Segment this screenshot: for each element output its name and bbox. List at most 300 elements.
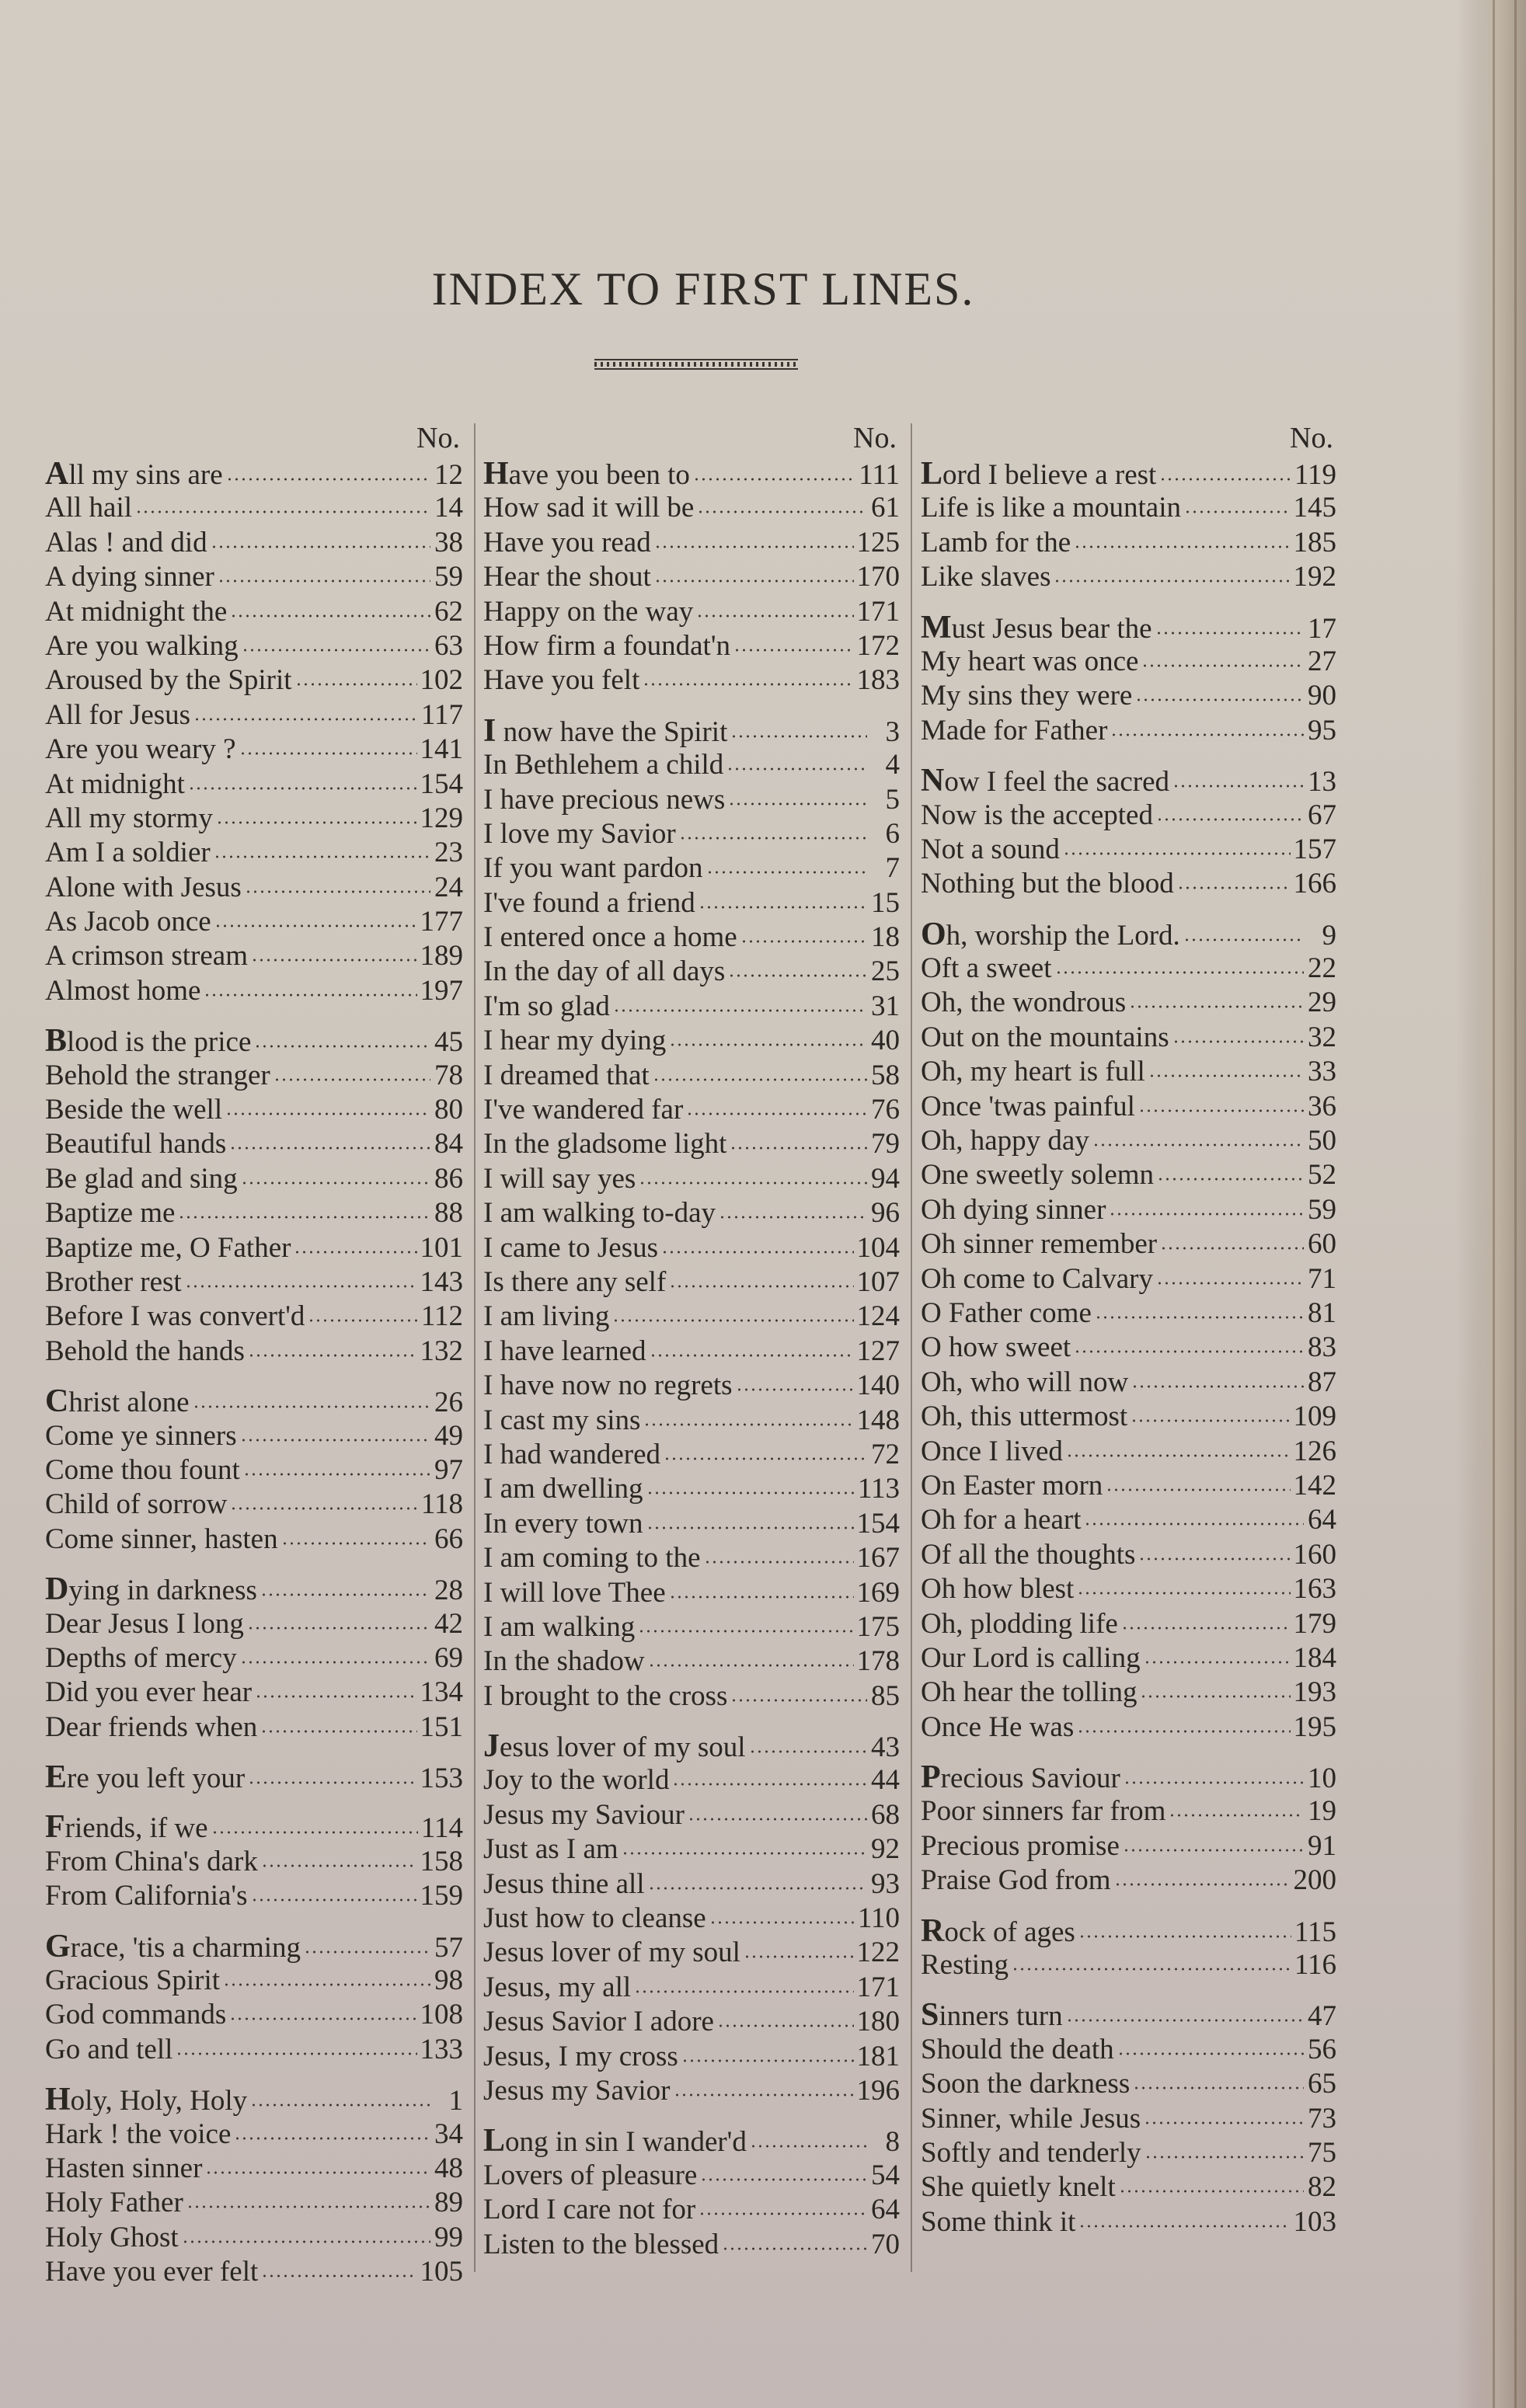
- first-line-text: Have you felt: [483, 664, 640, 697]
- first-line-text: Child of sorrow: [45, 1488, 228, 1521]
- first-line-text: Alas ! and did: [45, 526, 207, 559]
- hymn-number: 56: [1308, 2033, 1336, 2065]
- index-column-3: [921, 419, 1336, 2239]
- dot-leader: [234, 2135, 430, 2142]
- index-entry: [45, 595, 463, 629]
- index-entry: [921, 2170, 1336, 2204]
- letter-section: [45, 2083, 463, 2289]
- first-line-text: Joy to the world: [483, 1764, 670, 1797]
- dot-leader: [1084, 1521, 1304, 1527]
- index-entry: [45, 1384, 463, 1418]
- index-entry: [483, 1059, 900, 1093]
- index-entry: [483, 2005, 900, 2039]
- first-line-text: Our Lord is calling: [921, 1641, 1141, 1674]
- dot-leader: [1131, 1418, 1290, 1424]
- index-entry: [45, 1093, 463, 1127]
- dot-leader: [749, 1749, 867, 1755]
- first-line-text: Beside the well: [45, 1094, 223, 1126]
- dot-leader: [700, 2177, 867, 2183]
- index-entry: [921, 1503, 1336, 1537]
- hymn-number: 129: [420, 802, 463, 834]
- first-line-text: Hark ! the voice: [45, 2117, 232, 2150]
- hymn-number: 6: [885, 817, 900, 850]
- dot-leader: [242, 647, 430, 653]
- index-entry: [921, 1607, 1336, 1641]
- first-line-text: Out on the mountains: [921, 1021, 1169, 1053]
- dot-leader: [669, 1594, 854, 1600]
- section-gap: [45, 1914, 463, 1930]
- first-line-text: Jesus thine all: [483, 1867, 645, 1900]
- first-line-text: Come thou fount: [45, 1453, 240, 1486]
- dot-leader: [176, 2051, 416, 2057]
- index-entry: [921, 560, 1336, 594]
- hymn-number: 78: [434, 1059, 463, 1091]
- index-entry: [483, 1196, 900, 1230]
- hymn-number: 178: [856, 1645, 900, 1678]
- first-line-text: Oft a sweet: [921, 952, 1052, 985]
- hymn-number: 15: [871, 886, 900, 919]
- dot-leader: [693, 476, 855, 482]
- dot-leader: [1177, 885, 1291, 891]
- hymn-number: 49: [434, 1419, 463, 1452]
- dot-leader: [273, 1077, 430, 1083]
- dot-leader: [243, 1471, 430, 1477]
- dot-leader: [225, 1111, 430, 1117]
- hymn-number: 81: [1308, 1296, 1336, 1329]
- letter-section: [483, 714, 900, 1714]
- dot-leader: [648, 1662, 854, 1669]
- dot-leader: [1138, 1556, 1290, 1562]
- hymn-number: 154: [420, 767, 463, 800]
- index-entry: [45, 905, 463, 939]
- dot-leader: [248, 1780, 416, 1786]
- hymn-number: 59: [1308, 1193, 1336, 1226]
- dot-leader: [634, 1989, 853, 1995]
- index-entry: [921, 714, 1336, 748]
- hymn-number: 114: [420, 1812, 463, 1845]
- first-line-text: Oh, happy day: [921, 1125, 1089, 1157]
- dot-leader: [223, 1982, 430, 1988]
- dot-leader: [1066, 1453, 1291, 1459]
- dot-leader: [728, 801, 867, 807]
- index-entry: [483, 663, 900, 698]
- index-entry: [921, 1948, 1336, 1982]
- index-entry: [45, 1162, 463, 1196]
- hymn-number: 154: [856, 1507, 900, 1540]
- first-line-text: Hasten sinner: [45, 2152, 203, 2184]
- index-entry: [483, 817, 900, 851]
- dot-leader: [229, 2016, 416, 2022]
- hymn-number: 70: [871, 2228, 900, 2260]
- hymn-number: 60: [1308, 1228, 1336, 1261]
- first-line-text: A crimson stream: [45, 940, 249, 973]
- index-entry: [921, 867, 1336, 901]
- first-line-text: Almost home: [45, 974, 201, 1007]
- hymn-number: 98: [434, 1964, 463, 1997]
- first-line-text: I've found a friend: [483, 886, 695, 919]
- hymn-number: 116: [1294, 1949, 1336, 1982]
- index-entry: [483, 1472, 900, 1506]
- hymn-number: 180: [856, 2006, 900, 2038]
- hymn-number: 141: [420, 733, 463, 766]
- index-entry: [45, 629, 463, 663]
- index-entry: [921, 457, 1336, 491]
- first-line-text: My sins they were: [921, 680, 1133, 712]
- index-entry: [483, 1507, 900, 1541]
- dot-leader: [722, 2246, 867, 2252]
- dot-leader: [688, 1816, 867, 1822]
- index-entry: [45, 1879, 463, 1913]
- dot-leader: [679, 835, 867, 841]
- hymn-number: 4: [885, 749, 900, 781]
- index-entry: [921, 679, 1336, 713]
- dot-leader: [643, 681, 853, 687]
- hymn-number: 127: [856, 1334, 900, 1367]
- hymn-number: 17: [1308, 612, 1336, 645]
- hymn-number: 91: [1308, 1829, 1336, 1862]
- first-line-text: Oh for a heart: [921, 1504, 1082, 1536]
- index-entry: [483, 560, 900, 594]
- hymn-number: 44: [871, 1764, 900, 1797]
- first-line-text: Once 'twas painful: [921, 1090, 1135, 1122]
- hymn-number: 47: [1308, 2000, 1336, 2033]
- dot-leader: [740, 938, 867, 945]
- first-line-text: Poor sinners far from: [921, 1795, 1166, 1828]
- index-entry: [483, 1936, 900, 1970]
- dot-leader: [185, 1283, 417, 1289]
- dot-leader: [261, 2273, 416, 2279]
- first-line-text: I have precious news: [483, 783, 726, 816]
- index-entry: [45, 802, 463, 836]
- hymn-number: 73: [1308, 2102, 1336, 2135]
- dot-leader: [674, 2092, 854, 2098]
- first-line-text: Jesus lover of my soul: [483, 1728, 746, 1765]
- dot-leader: [186, 2204, 430, 2210]
- index-entry: [483, 491, 900, 525]
- dot-leader: [730, 1697, 867, 1703]
- index-entry: [921, 1794, 1336, 1829]
- index-entry: [483, 1729, 900, 1763]
- dot-leader: [1110, 732, 1304, 738]
- dot-leader: [230, 613, 430, 619]
- dot-leader: [1074, 544, 1290, 550]
- dot-leader: [308, 1317, 417, 1324]
- hymn-number: 189: [420, 940, 463, 973]
- hymn-number: 69: [434, 1641, 463, 1674]
- hymn-number: 64: [871, 2194, 900, 2226]
- dot-leader: [730, 733, 867, 739]
- hymn-number: 133: [420, 2033, 463, 2065]
- dot-leader: [1172, 1039, 1304, 1045]
- hymn-number: 95: [1308, 714, 1336, 746]
- dot-leader: [648, 1885, 867, 1891]
- dot-leader: [699, 2211, 867, 2217]
- index-entry: [483, 1300, 900, 1334]
- dot-leader: [650, 1352, 854, 1359]
- hymn-number: 132: [420, 1334, 463, 1367]
- index-entry: [483, 526, 900, 560]
- index-entry: [483, 955, 900, 989]
- first-line-text: Am I a soldier: [45, 837, 211, 869]
- first-line-text: I am walking to-day: [483, 1197, 716, 1230]
- first-line-text: My heart was once: [921, 645, 1139, 677]
- section-gap: [45, 1369, 463, 1384]
- dot-leader: [295, 681, 417, 687]
- section-gap: [483, 698, 900, 714]
- index-entry: [45, 2117, 463, 2152]
- index-entry: [45, 560, 463, 594]
- dot-leader: [1095, 1314, 1304, 1321]
- dot-leader: [1133, 2085, 1304, 2091]
- column-divider: [474, 423, 476, 2272]
- dot-leader: [669, 1283, 853, 1289]
- index-entry: [483, 1971, 900, 2005]
- index-entry: [921, 986, 1336, 1020]
- hymn-number: 76: [871, 1094, 900, 1126]
- dot-leader: [1106, 1487, 1290, 1493]
- index-entry: [45, 1265, 463, 1300]
- dot-leader: [1129, 1004, 1304, 1010]
- first-line-text: Sinner, while Jesus: [921, 2102, 1141, 2135]
- dot-leader: [1092, 1142, 1304, 1148]
- first-line-text: How sad it will be: [483, 492, 695, 524]
- first-line-text: Jesus my Saviour: [483, 1798, 685, 1831]
- dot-leader: [728, 973, 867, 979]
- hymn-number: 151: [420, 1710, 463, 1743]
- first-line-text: Jesus my Savior: [483, 2074, 671, 2107]
- hymn-number: 66: [434, 1522, 463, 1555]
- dot-leader: [669, 1042, 867, 1048]
- first-line-text: In every town: [483, 1507, 643, 1540]
- hymn-number: 83: [1308, 1331, 1336, 1364]
- hymn-number: 61: [871, 492, 900, 524]
- hymn-number: 72: [871, 1438, 900, 1470]
- index-entry: [483, 2228, 900, 2262]
- hymn-number: 159: [420, 1880, 463, 1912]
- hymn-number: 24: [434, 871, 463, 903]
- hymn-number: 166: [1293, 868, 1336, 900]
- index-entry: [921, 1829, 1336, 1863]
- hymn-number: 22: [1308, 952, 1336, 985]
- first-line-text: At midnight: [45, 767, 185, 800]
- first-line-text: Oh hear the tolling: [921, 1676, 1138, 1709]
- index-entry: [45, 1810, 463, 1844]
- index-entry: [921, 1158, 1336, 1192]
- section-gap: [921, 1898, 1336, 1914]
- hymn-number: 26: [434, 1387, 463, 1419]
- hymn-number: 8: [885, 2126, 900, 2159]
- dot-leader: [664, 1456, 867, 1462]
- index-entry: [483, 1902, 900, 1936]
- hymn-number: 157: [1293, 833, 1336, 865]
- index-entry: [45, 1710, 463, 1745]
- letter-section: [483, 2124, 900, 2262]
- dot-leader: [696, 613, 853, 619]
- first-line-text: Oh, the wondrous: [921, 987, 1127, 1019]
- first-line-text: All hail: [45, 492, 133, 524]
- hymn-number: 67: [1308, 799, 1336, 831]
- letter-section: [483, 457, 900, 698]
- first-line-text: Precious promise: [921, 1829, 1120, 1862]
- letter-section: [45, 457, 463, 1008]
- index-entry: [483, 1679, 900, 1714]
- dot-leader: [1138, 1108, 1304, 1114]
- dot-leader: [255, 1693, 416, 1700]
- index-entry: [921, 1296, 1336, 1331]
- dot-leader: [226, 476, 430, 482]
- letter-section: [45, 1810, 463, 1913]
- first-line-text: I've wandered far: [483, 1094, 684, 1126]
- first-line-text: I am walking: [483, 1610, 636, 1643]
- column-divider: [911, 423, 912, 2272]
- index-entry: [45, 1231, 463, 1265]
- hymn-number: 86: [434, 1162, 463, 1195]
- first-line-text: Dear friends when: [45, 1710, 258, 1743]
- dot-leader: [260, 1592, 430, 1598]
- hymn-number: 57: [434, 1931, 463, 1964]
- hymn-number: 153: [420, 1763, 463, 1795]
- hymn-number: 34: [434, 2117, 463, 2150]
- first-line-text: Lord I care not for: [483, 2194, 696, 2226]
- first-line-text: Come ye sinners: [45, 1419, 237, 1452]
- dot-leader: [214, 854, 430, 860]
- hymn-number: 92: [871, 1833, 900, 1866]
- hymn-number: 172: [856, 629, 900, 662]
- first-line-text: All my stormy: [45, 802, 213, 834]
- first-line-text: I now have the Spirit: [483, 712, 728, 749]
- index-entry: [45, 2083, 463, 2117]
- hymn-number: 79: [871, 1128, 900, 1161]
- first-line-text: From California's: [45, 1880, 248, 1912]
- hymn-number: 169: [856, 1576, 900, 1609]
- hymn-number: 71: [1308, 1262, 1336, 1295]
- dot-leader: [247, 1625, 430, 1631]
- dot-leader: [1124, 1780, 1304, 1786]
- dot-leader: [1156, 816, 1304, 823]
- hymn-number: 112: [420, 1300, 463, 1333]
- index-entry: [921, 1538, 1336, 1572]
- index-entry: [45, 1059, 463, 1093]
- dot-leader: [248, 1352, 417, 1359]
- index-entry: [45, 491, 463, 525]
- first-line-text: I have learned: [483, 1334, 646, 1367]
- index-entry: [483, 629, 900, 663]
- index-entry: [921, 1998, 1336, 2032]
- hymn-number: 85: [871, 1679, 900, 1712]
- index-entry: [45, 698, 463, 732]
- number-header: No.: [853, 422, 897, 454]
- index-entry: [45, 1196, 463, 1230]
- section-gap: [45, 1794, 463, 1810]
- index-entry: [45, 526, 463, 560]
- index-entry: [483, 2159, 900, 2193]
- number-header: No.: [416, 422, 460, 454]
- first-line-text: A dying sinner: [45, 561, 214, 593]
- first-line-text: Once He was: [921, 1710, 1075, 1743]
- hymn-number: 181: [856, 2040, 900, 2072]
- index-entry: [483, 1127, 900, 1161]
- dot-leader: [697, 509, 867, 515]
- first-line-text: Baptize me: [45, 1197, 176, 1230]
- hymn-number: 115: [1294, 1916, 1336, 1948]
- dot-leader: [241, 1180, 430, 1186]
- hymn-number: 48: [434, 2152, 463, 2184]
- hymn-number: 103: [1293, 2205, 1336, 2238]
- index-entry: [921, 1193, 1336, 1227]
- index-entry: [483, 920, 900, 955]
- dot-leader: [239, 750, 417, 757]
- first-line-text: In Bethlehem a child: [483, 749, 724, 781]
- letter-section: [921, 1760, 1336, 1898]
- first-line-text: Dear Jesus I long: [45, 1607, 244, 1640]
- hymn-number: 65: [1308, 2068, 1336, 2100]
- dot-leader: [261, 1863, 417, 1869]
- dot-leader: [1074, 1348, 1304, 1355]
- dot-leader: [726, 766, 867, 772]
- hymn-number: 107: [856, 1265, 900, 1298]
- section-gap: [483, 2108, 900, 2124]
- hymn-number: 105: [420, 2256, 463, 2288]
- first-line-text: Dying in darkness: [45, 1571, 257, 1608]
- first-line-text: All for Jesus: [45, 698, 191, 731]
- first-line-text: I am living: [483, 1300, 610, 1333]
- first-line-text: Nothing but the blood: [921, 868, 1174, 900]
- first-line-text: Oh, who will now: [921, 1366, 1129, 1398]
- dot-leader: [1054, 578, 1290, 584]
- first-line-text: Should the death: [921, 2033, 1114, 2065]
- first-line-text: Come sinner, hasten: [45, 1522, 278, 1555]
- hymn-number: 117: [420, 698, 463, 731]
- first-line-text: Listen to the blessed: [483, 2228, 719, 2260]
- dot-leader: [245, 889, 430, 895]
- index-entry: [483, 1024, 900, 1058]
- index-entry: [45, 732, 463, 767]
- first-line-text: Now is the accepted: [921, 799, 1153, 831]
- hymn-number: 94: [871, 1162, 900, 1195]
- hymn-number: 9: [1322, 919, 1336, 952]
- hymn-number: 50: [1308, 1125, 1336, 1157]
- first-line-text: Precious Saviour: [921, 1759, 1120, 1796]
- index-entry: [45, 1453, 463, 1488]
- index-entry: [483, 1763, 900, 1797]
- first-line-text: O how sweet: [921, 1331, 1071, 1364]
- dot-leader: [294, 1249, 416, 1255]
- index-entry: [45, 2221, 463, 2255]
- first-line-text: From China's dark: [45, 1845, 258, 1877]
- first-line-text: Jesus Savior I adore: [483, 2006, 714, 2038]
- dot-leader: [204, 992, 416, 998]
- first-line-text: O Father come: [921, 1296, 1092, 1329]
- first-line-text: In the gladsome light: [483, 1128, 727, 1161]
- letter-section: [921, 764, 1336, 902]
- index-entry: [483, 2193, 900, 2227]
- hymn-number: 183: [856, 664, 900, 697]
- hymn-number: 59: [434, 561, 463, 593]
- first-line-text: She quietly knelt: [921, 2171, 1116, 2204]
- hymn-number: 62: [434, 595, 463, 628]
- first-line-text: Jesus, my all: [483, 1971, 632, 2003]
- first-line-text: Baptize me, O Father: [45, 1231, 291, 1264]
- hymn-number: 29: [1308, 987, 1336, 1019]
- first-line-text: I love my Savior: [483, 817, 676, 850]
- first-line-text: Oh, my heart is full: [921, 1056, 1145, 1088]
- dot-leader: [250, 2102, 430, 2108]
- dot-leader: [205, 2170, 430, 2176]
- hymn-number: 195: [1293, 1710, 1336, 1743]
- first-line-text: Lovers of pleasure: [483, 2159, 698, 2191]
- hymn-number: 113: [857, 1473, 900, 1505]
- first-line-text: One sweetly solemn: [921, 1159, 1155, 1192]
